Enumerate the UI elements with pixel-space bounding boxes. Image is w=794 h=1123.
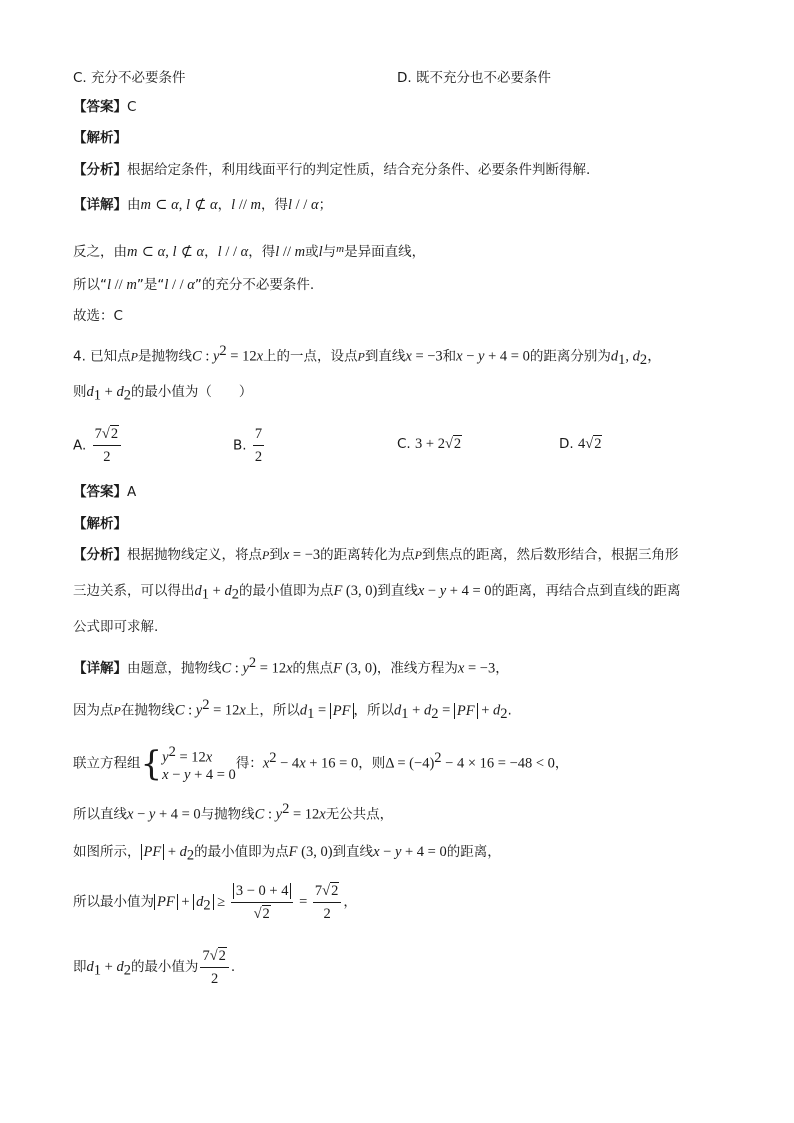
q4-answer-value: A [127, 484, 137, 500]
option-c: C. 充分不必要条件 [73, 70, 186, 86]
answer-line [73, 97, 136, 117]
xiangjie-line-2: 反之，由m ⊂ α, l ⊄ α，l / / α，得l // m或l与$^m$是异面直线， [73, 243, 426, 260]
q4-detail-2: 因为点P在抛物线C : $y^2 = 12x$上，所以$d_1$ = PF ，所以$d_1 + d_2$ = PF + $d_2$. [73, 697, 512, 723]
q4-detail-7: 即$d_1 + d_2$的最小值为 $\frac{7√2}{2}$ . [73, 947, 236, 987]
fenxi-line [73, 160, 590, 180]
q4-detail-1: 【详解】由题意，抛物线C : $y^2 = 12x$的焦点F (3, 0)，准线方程为x = −3， [73, 655, 509, 677]
fenxi-text: 根据给定条件，利用线面平行的判定性质，结合充分条件、必要条件判断得解. [127, 162, 591, 178]
q4-detail-3: 联立方程组{ $y^2 = 12x$ x − y + 4 = 0 得：$x^2 - 4x + 16 = 0$，则$\Delta = (-4)^2 - 4 \times 16 = -48 < 0$， [73, 743, 569, 784]
q4-fenxi-1: 【分析】根据抛物线定义，将点P到x = −3的距离转化为点P到焦点的距离，然后数形结合，根据三角形 [73, 547, 679, 563]
option-d: D. 既不充分也不必要条件 [397, 70, 551, 86]
answer-tag: 【答案】 [73, 99, 127, 115]
q4-stem-1: 4. 已知点P是抛物线C : $y^2 = 12x$上的一点，设点P到直线x = −3和x − y + 4 = 0的距离分别为$d_1$, $d_2$， [73, 343, 662, 369]
q4-fenxi-2: 三边关系，可以得出$d_1 + d_2$的最小值即为点F (3, 0)到直线x − y + 4 = 0的距离，再结合点到直线的距离 [73, 583, 681, 603]
conclusion: 故选：C [73, 308, 123, 324]
q4-option-c: C. 3 + 2√2 [397, 436, 462, 452]
answer-value: C [127, 99, 137, 115]
q4-detail-5: 如图所示， PF + $d_2$的最小值即为点F (3, 0)到直线x − y + 4 = 0的距离， [73, 844, 501, 864]
fenxi-tag: 【分析】 [73, 162, 127, 178]
q4-option-d: D. 4√2 [559, 436, 602, 452]
q4-detail-4: 所以直线x − y + 4 = 0与抛物线C : $y^2 = 12x$无公共点， [73, 801, 394, 823]
xiangjie-line-3: 所以“l // m”是“l / / α”的充分不必要条件. [73, 277, 315, 293]
q4-fenxi-3: 公式即可求解. [73, 619, 159, 635]
q4-option-b: B. $\frac{7}{2}$ [233, 426, 263, 465]
q4-analysis-tag: 【解析】 [73, 516, 127, 532]
q4-stem-2: 则$d_1 + d_2$的最小值为（ ） [73, 384, 253, 404]
q4-answer-line: 【答案】A [73, 484, 137, 500]
q4-detail-6: 所以最小值为 PF + $d_2$ ≥ $\frac{3 - 0 + 4}{√2}$ = $\frac{7√2}{2}$ ， [73, 882, 357, 922]
q4-option-a: A. $\frac{7√2}{2}$ [73, 425, 123, 466]
analysis-tag: 【解析】 [73, 130, 127, 146]
xiangjie-line-1: 【详解】由m ⊂ α, l ⊄ α，l // m，得l / / α； [73, 197, 333, 213]
